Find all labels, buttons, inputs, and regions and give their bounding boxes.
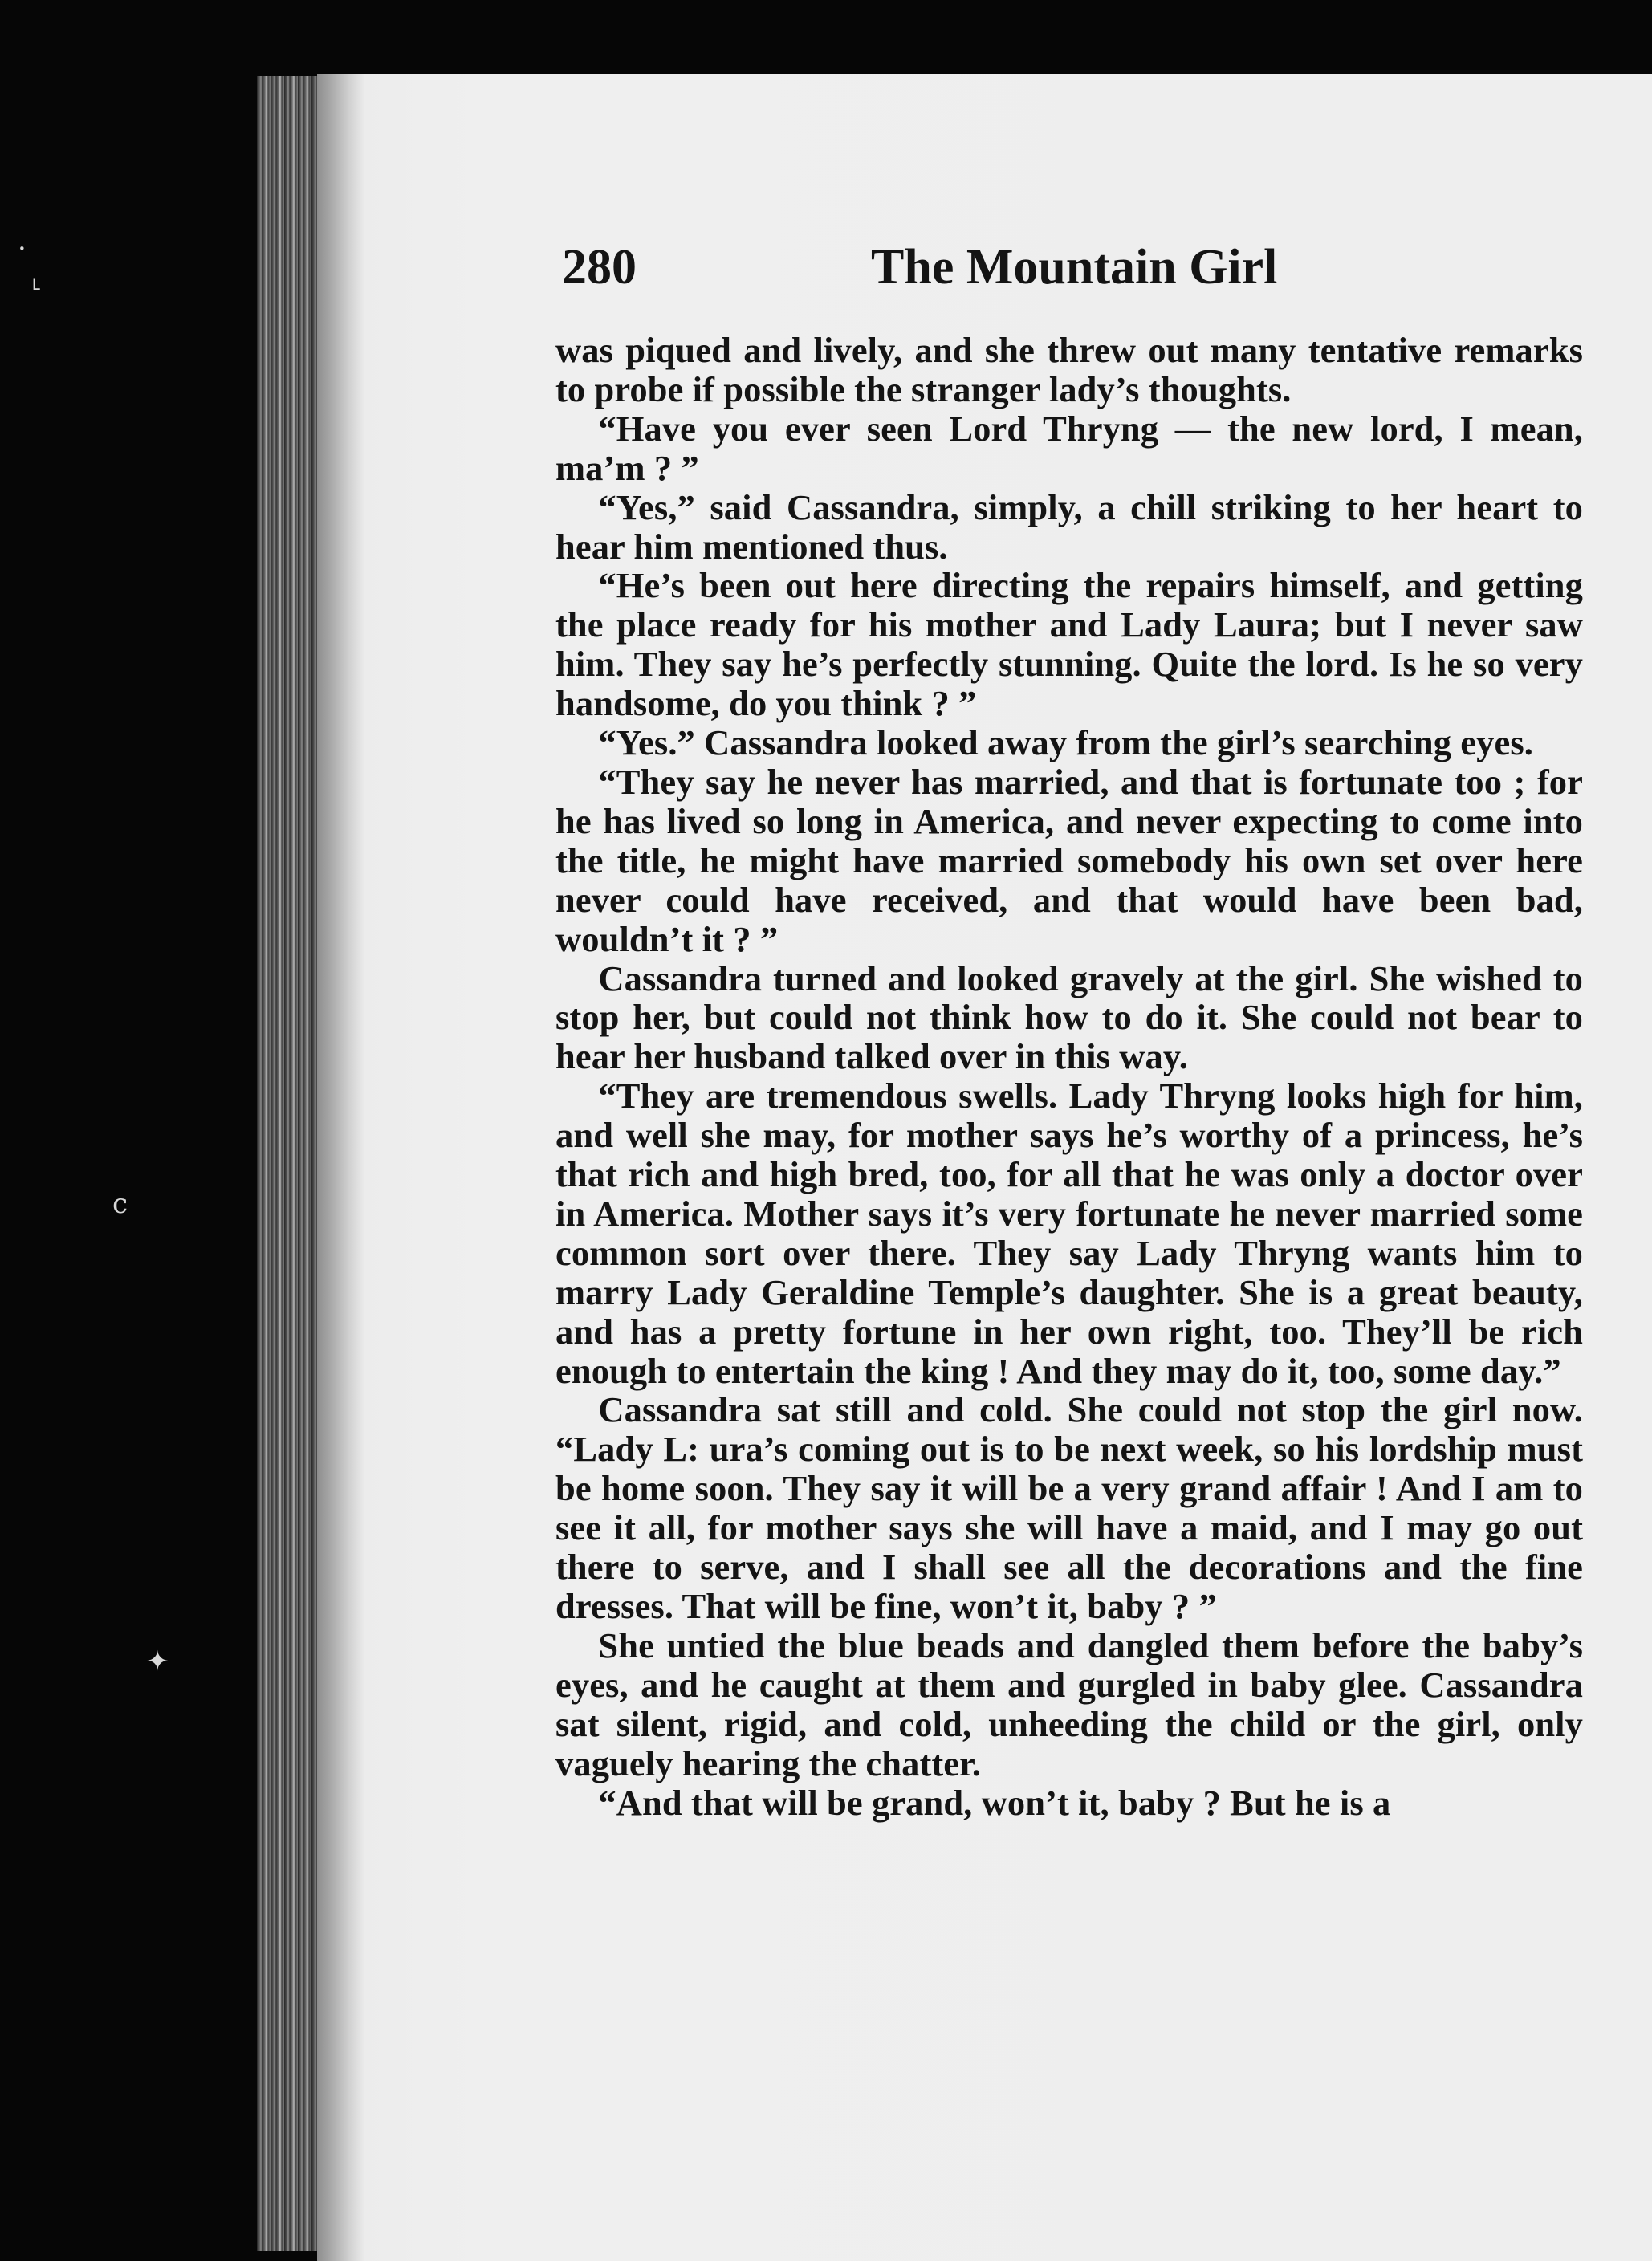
paragraph: “And that will be grand, won’t it, baby ? But he is a: [598, 1782, 1391, 1823]
paragraph: Cassandra turned and looked gravely at the girl. She wished to stop her, but could not think how to do it. She could not bear to hear her husband talked over in this way.: [555, 958, 1583, 1077]
paragraph: “They are tremendous swells. Lady Thryng looks high for him, and well she may, for mother says he’s worthy of a princess, he’s that rich and high bred, too, for all that he was only a doctor over in America. Mother says it’s very fortunate he never married some common sort over there. They say Lady Thryng wants him to marry Lady Geraldine Temple’s daughter. She is a great beauty, and has a pretty fortune in her own right, too. They’ll be rich enough to entertain the king ! And they may do it, too, some day.”: [555, 1076, 1583, 1391]
scan-speck: ·: [18, 233, 26, 265]
paragraph: “Have you ever seen Lord Thryng — the new lord, I mean, ma’m ? ”: [555, 408, 1583, 488]
paragraph: “He’s been out here directing the repairs himself, and getting the place ready for his mother and Lady Laura; but I never saw him. They say he’s perfectly stunning. Quite the lord. Is he so very handsome, do you think ? ”: [555, 565, 1583, 724]
scan-speck: ✦: [146, 1645, 169, 1677]
paragraph: “They say he never has married, and that is fortunate too ; for he has lived so long in America, and never expecting to come into the title, he might have married somebody his own set over here never could have received, and that would have been bad, wouldn’t it ? ”: [555, 761, 1583, 959]
running-title: The Mountain Girl: [871, 240, 1278, 295]
scan-speck: ˪: [32, 265, 42, 297]
page-number: 280: [562, 240, 637, 295]
gutter-shadow: [317, 74, 365, 2261]
paragraph: “Yes.” Cassandra looked away from the girl’s searching eyes.: [598, 722, 1533, 763]
paragraph: “Yes,” said Cassandra, simply, a chill striking to her heart to hear him mentioned thus.: [555, 486, 1583, 567]
paragraph: Cassandra sat still and cold. She could not stop the girl now. “Lady L: ura’s coming out is to be next week, so his lordship must be home soon. They say it will be a very grand affair ! And I am to see it all, for mother says she will have a maid, and I may go out there to serve, and I shall see all the decorations and the fine dresses. That will be fine, won’t it, baby ? ”: [555, 1389, 1583, 1626]
scan-speck: c: [112, 1188, 128, 1220]
page-header: [562, 239, 1581, 303]
paragraph: She untied the blue beads and dangled them before the baby’s eyes, and he caught at them and gurgled in baby glee. Cassandra sat silent, rigid, and cold, unheeding the child or the girl, only vaguely hearing the chatter.: [555, 1625, 1583, 1783]
body-text: [555, 331, 1583, 1822]
paragraph: was piqued and lively, and she threw out many tentative remarks to probe if possible the stranger lady’s thoughts.: [555, 330, 1583, 409]
